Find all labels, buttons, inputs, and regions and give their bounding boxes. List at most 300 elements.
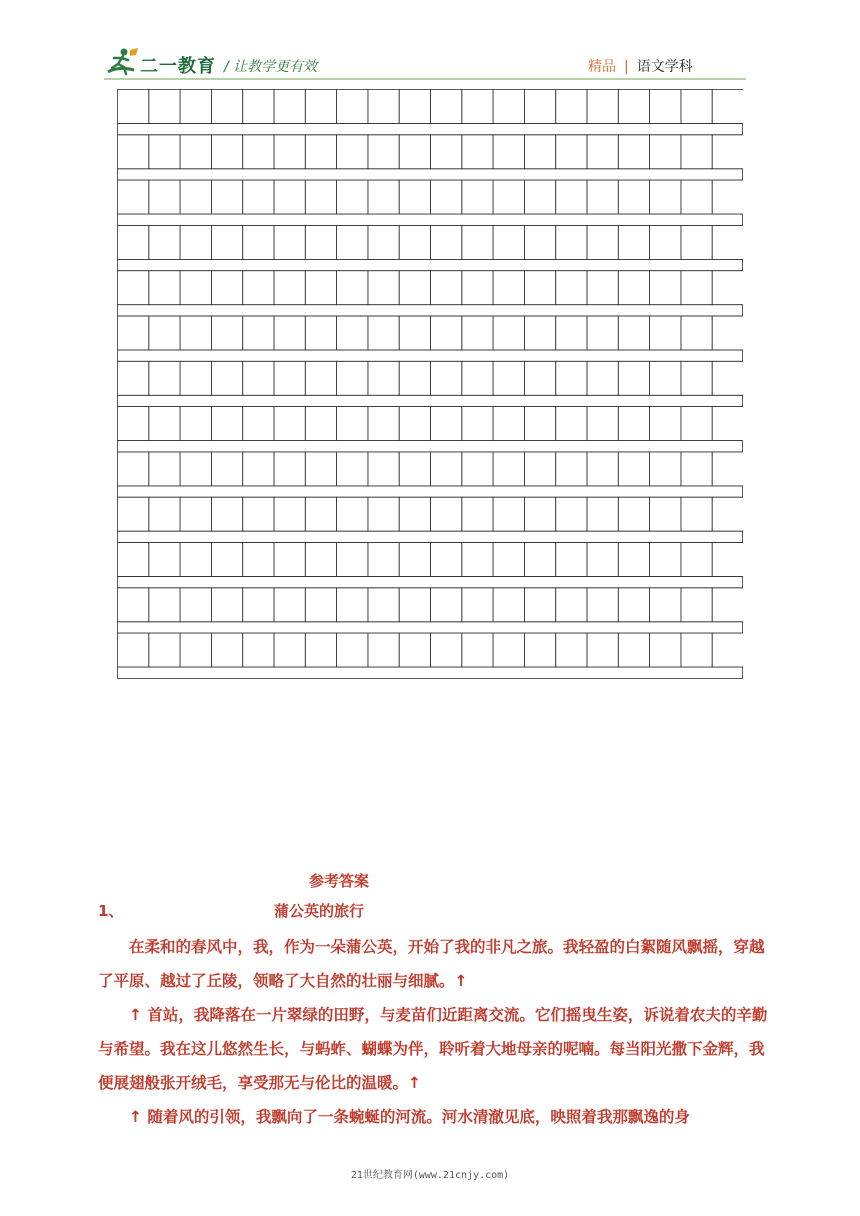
grid-cell: [305, 180, 336, 214]
grid-cell: [274, 135, 305, 169]
grid-cell: [524, 180, 555, 214]
grid-cell: [243, 90, 274, 124]
grid-cell: [211, 90, 242, 124]
grid-cell: [399, 271, 430, 305]
grid-row-gap: [118, 667, 743, 678]
grid-row-gap: [118, 124, 743, 135]
grid-cell: [118, 543, 149, 577]
grid-cell: [556, 543, 587, 577]
grid-cell: [274, 180, 305, 214]
grid-cell: [180, 316, 211, 350]
grid-cell: [587, 180, 618, 214]
grid-cell: [368, 633, 399, 667]
grid-cell: [368, 588, 399, 622]
grid-cell: [211, 180, 242, 214]
grid-cell: [712, 633, 743, 667]
grid-cell: [180, 90, 211, 124]
grid-cell: [305, 633, 336, 667]
grid-cell: [337, 316, 368, 350]
grid-cell: [681, 271, 712, 305]
grid-cell: [149, 135, 180, 169]
grid-cell: [431, 316, 462, 350]
grid-cell: [524, 452, 555, 486]
grid-cell: [211, 135, 242, 169]
grid-cell: [149, 497, 180, 531]
grid-cell: [587, 497, 618, 531]
grid-cell: [712, 271, 743, 305]
grid-cell: [399, 225, 430, 259]
grid-cell: [650, 90, 681, 124]
grid-cell: [462, 543, 493, 577]
grid-cell: [650, 135, 681, 169]
grid-cell: [493, 361, 524, 395]
grid-row-gap: [118, 577, 743, 588]
grid-cell: [650, 316, 681, 350]
grid-cell: [180, 588, 211, 622]
grid-cell: [118, 90, 149, 124]
grid-cell: [618, 407, 649, 441]
grid-cell: [493, 633, 524, 667]
answer-title: 参考答案: [309, 872, 370, 890]
question-number: 1、: [98, 902, 124, 920]
grid-cell: [618, 271, 649, 305]
grid-cell: [587, 633, 618, 667]
writing-grid: [117, 89, 743, 679]
grid-cell: [462, 633, 493, 667]
grid-cell: [274, 316, 305, 350]
grid-cell: [368, 407, 399, 441]
logo: [104, 46, 334, 78]
grid-cell: [274, 543, 305, 577]
grid-cell: [493, 452, 524, 486]
header-right: [588, 56, 693, 76]
logo-text: 二一教育: [140, 56, 216, 77]
grid-cell: [431, 180, 462, 214]
grid-cell: [211, 225, 242, 259]
grid-cell: [618, 180, 649, 214]
grid-cell: [650, 180, 681, 214]
grid-cell: [399, 588, 430, 622]
grid-cell: [650, 497, 681, 531]
grid-cell: [681, 225, 712, 259]
grid-cell: [180, 271, 211, 305]
grid-cell: [337, 90, 368, 124]
grid-cell: [587, 271, 618, 305]
grid-cell: [618, 543, 649, 577]
grid-cell: [211, 407, 242, 441]
grid-cell: [305, 90, 336, 124]
grid-cell: [243, 497, 274, 531]
grid-cell: [587, 588, 618, 622]
grid-cell: [243, 452, 274, 486]
grid-cell: [337, 135, 368, 169]
grid-cell: [493, 135, 524, 169]
grid-cell: [305, 271, 336, 305]
grid-row-gap: [118, 169, 743, 180]
grid-cell: [149, 633, 180, 667]
grid-cell: [337, 361, 368, 395]
grid-cell: [650, 225, 681, 259]
grid-cell: [681, 588, 712, 622]
grid-cell: [399, 316, 430, 350]
grid-cell: [149, 90, 180, 124]
grid-cell: [712, 452, 743, 486]
grid-row-gap: [118, 486, 743, 497]
grid-cell: [712, 225, 743, 259]
grid-cell: [305, 497, 336, 531]
grid-row: [118, 452, 744, 486]
grid-cell: [431, 452, 462, 486]
grid-cell: [524, 407, 555, 441]
grid-cell: [118, 271, 149, 305]
grid-cell: [211, 271, 242, 305]
grid-cell: [431, 407, 462, 441]
grid-cell: [305, 543, 336, 577]
grid-cell: [712, 497, 743, 531]
grid-cell: [399, 633, 430, 667]
grid-cell: [524, 316, 555, 350]
grid-row: [118, 633, 744, 667]
grid-cell: [618, 90, 649, 124]
grid-cell: [399, 361, 430, 395]
grid-row: [118, 180, 744, 214]
grid-cell: [431, 588, 462, 622]
grid-cell: [368, 225, 399, 259]
grid-cell: [524, 361, 555, 395]
grid-cell: [556, 225, 587, 259]
grid-cell: [524, 543, 555, 577]
grid-cell: [149, 588, 180, 622]
grid-cell: [431, 633, 462, 667]
grid-cell: [399, 90, 430, 124]
grid-cell: [337, 633, 368, 667]
grid-cell: [681, 543, 712, 577]
grid-cell: [493, 271, 524, 305]
essay-title: 蒲公英的旅行: [274, 902, 365, 920]
grid-cell: [149, 407, 180, 441]
grid-cell: [618, 361, 649, 395]
grid-cell: [431, 135, 462, 169]
grid-cell: [462, 180, 493, 214]
grid-cell: [305, 135, 336, 169]
grid-row-gap: [118, 259, 743, 270]
grid-cell: [399, 180, 430, 214]
grid-cell: [149, 543, 180, 577]
grid-cell: [650, 543, 681, 577]
grid-cell: [305, 452, 336, 486]
grid-cell: [180, 543, 211, 577]
grid-cell: [618, 316, 649, 350]
grid-cell: [399, 135, 430, 169]
grid-cell: [587, 543, 618, 577]
grid-cell: [118, 588, 149, 622]
grid-cell: [118, 225, 149, 259]
grid-cell: [337, 497, 368, 531]
answer-paragraph: ↑ 随着风的引领，我飘向了一条蜿蜒的河流。河水清澈见底，映照着我那飘逸的身: [129, 1108, 690, 1126]
grid-cell: [556, 361, 587, 395]
grid-cell: [650, 407, 681, 441]
grid-cell: [556, 135, 587, 169]
header-separator: |: [624, 59, 629, 75]
grid-cell: [462, 497, 493, 531]
grid-cell: [493, 180, 524, 214]
grid-cell: [524, 90, 555, 124]
grid-cell: [681, 316, 712, 350]
grid-cell: [305, 407, 336, 441]
grid-cell: [462, 588, 493, 622]
grid-cell: [274, 407, 305, 441]
grid-cell: [618, 633, 649, 667]
grid-cell: [368, 271, 399, 305]
grid-cell: [712, 316, 743, 350]
grid-cell: [305, 588, 336, 622]
grid-cell: [243, 588, 274, 622]
grid-cell: [462, 316, 493, 350]
grid-cell: [681, 361, 712, 395]
grid-cell: [149, 452, 180, 486]
grid-cell: [493, 543, 524, 577]
grid-cell: [399, 452, 430, 486]
grid-cell: [712, 361, 743, 395]
grid-cell: [337, 225, 368, 259]
grid-row-gap: [118, 441, 743, 452]
grid-row: [118, 588, 744, 622]
grid-row: [118, 361, 744, 395]
grid-cell: [587, 407, 618, 441]
grid-cell: [368, 361, 399, 395]
grid-cell: [211, 633, 242, 667]
page-header: [0, 0, 860, 85]
grid-cell: [587, 452, 618, 486]
grid-cell: [274, 361, 305, 395]
grid-cell: [587, 225, 618, 259]
grid-cell: [493, 407, 524, 441]
grid-cell: [650, 588, 681, 622]
grid-cell: [368, 90, 399, 124]
grid-cell: [587, 316, 618, 350]
grid-cell: [618, 452, 649, 486]
header-rule: [104, 78, 746, 80]
grid-cell: [211, 452, 242, 486]
grid-row: [118, 316, 744, 350]
grid-cell: [243, 633, 274, 667]
grid-cell: [274, 497, 305, 531]
grid-cell: [368, 135, 399, 169]
grid-row: [118, 135, 744, 169]
grid-row: [118, 90, 744, 124]
answer-paragraph: ↑ 首站，我降落在一片翠绿的田野，与麦苗们近距离交流。它们摇曳生姿，诉说着农夫的辛勤与希望。我在这儿悠然生长，与蚂蚱、蝴蝶为伴，聆听着大地母亲的呢喃。每当阳光撒下金辉，我便展翅般张开绒毛，享受那无与伦比的温暖。↑: [98, 1006, 768, 1092]
grid-cell: [243, 407, 274, 441]
grid-cell: [712, 543, 743, 577]
grid-cell: [211, 497, 242, 531]
grid-cell: [118, 135, 149, 169]
grid-cell: [524, 135, 555, 169]
grid-row-gap: [118, 395, 743, 406]
grid-cell: [712, 135, 743, 169]
grid-cell: [681, 407, 712, 441]
grid-cell: [180, 407, 211, 441]
grid-cell: [180, 180, 211, 214]
grid-cell: [681, 90, 712, 124]
grid-cell: [712, 588, 743, 622]
grid-cell: [712, 180, 743, 214]
grid-cell: [431, 361, 462, 395]
grid-cell: [118, 633, 149, 667]
grid-cell: [524, 633, 555, 667]
grid-cell: [618, 588, 649, 622]
grid-cell: [493, 588, 524, 622]
grid-cell: [524, 588, 555, 622]
grid-cell: [149, 180, 180, 214]
grid-row: [118, 407, 744, 441]
grid-row-gap: [118, 622, 743, 633]
runner-logo-icon: [104, 46, 140, 78]
grid-cell: [524, 225, 555, 259]
grid-row-gap: [118, 531, 743, 542]
grid-cell: [118, 452, 149, 486]
grid-row-gap: [118, 350, 743, 361]
quality-label: 精品: [588, 59, 616, 75]
grid-cell: [149, 271, 180, 305]
grid-cell: [180, 225, 211, 259]
grid-cell: [587, 135, 618, 169]
grid-cell: [337, 452, 368, 486]
grid-cell: [493, 316, 524, 350]
grid-cell: [368, 497, 399, 531]
grid-cell: [493, 497, 524, 531]
grid-cell: [337, 180, 368, 214]
grid-cell: [180, 361, 211, 395]
grid-cell: [118, 180, 149, 214]
grid-cell: [712, 90, 743, 124]
grid-cell: [462, 271, 493, 305]
grid-cell: [305, 225, 336, 259]
grid-cell: [431, 271, 462, 305]
grid-cell: [274, 271, 305, 305]
writing-grid-svg: [117, 89, 743, 679]
grid-cell: [243, 180, 274, 214]
grid-cell: [149, 316, 180, 350]
grid-cell: [431, 497, 462, 531]
grid-cell: [368, 180, 399, 214]
page-footer: 21世纪教育网(www.21cnjy.com): [350, 1170, 510, 1181]
grid-cell: [243, 316, 274, 350]
grid-cell: [243, 135, 274, 169]
grid-cell: [524, 497, 555, 531]
grid-cell: [368, 543, 399, 577]
grid-cell: [305, 361, 336, 395]
grid-cell: [149, 225, 180, 259]
grid-cell: [681, 135, 712, 169]
grid-cell: [556, 90, 587, 124]
grid-cell: [712, 407, 743, 441]
grid-cell: [368, 452, 399, 486]
grid-cell: [650, 633, 681, 667]
grid-cell: [650, 361, 681, 395]
grid-cell: [180, 452, 211, 486]
grid-cell: [556, 452, 587, 486]
grid-cell: [681, 180, 712, 214]
grid-cell: [462, 135, 493, 169]
grid-cell: [618, 497, 649, 531]
grid-cell: [337, 543, 368, 577]
grid-cell: [618, 225, 649, 259]
grid-cell: [243, 543, 274, 577]
grid-cell: [556, 633, 587, 667]
grid-cell: [399, 543, 430, 577]
grid-row-gap: [118, 214, 743, 225]
grid-cell: [180, 497, 211, 531]
subject-label: 语文学科: [636, 59, 693, 75]
grid-cell: [274, 588, 305, 622]
grid-cell: [274, 452, 305, 486]
grid-cell: [211, 361, 242, 395]
grid-row: [118, 543, 744, 577]
grid-cell: [243, 361, 274, 395]
grid-cell: [337, 588, 368, 622]
grid-row-gap: [118, 305, 743, 316]
grid-cell: [211, 588, 242, 622]
grid-cell: [462, 452, 493, 486]
grid-cell: [618, 135, 649, 169]
grid-cell: [118, 316, 149, 350]
grid-row: [118, 497, 744, 531]
grid-cell: [149, 361, 180, 395]
grid-cell: [556, 497, 587, 531]
grid-cell: [681, 497, 712, 531]
grid-row: [118, 271, 744, 305]
grid-cell: [681, 452, 712, 486]
grid-cell: [556, 180, 587, 214]
grid-cell: [462, 361, 493, 395]
grid-cell: [650, 271, 681, 305]
grid-cell: [211, 316, 242, 350]
grid-cell: [399, 497, 430, 531]
grid-cell: [431, 225, 462, 259]
grid-cell: [431, 543, 462, 577]
grid-cell: [118, 497, 149, 531]
grid-cell: [180, 633, 211, 667]
grid-cell: [337, 407, 368, 441]
grid-cell: [243, 271, 274, 305]
grid-cell: [274, 633, 305, 667]
grid-cell: [493, 90, 524, 124]
grid-cell: [462, 90, 493, 124]
grid-cell: [462, 225, 493, 259]
grid-cell: [211, 543, 242, 577]
grid-cell: [118, 407, 149, 441]
grid-cell: [462, 407, 493, 441]
grid-cell: [681, 633, 712, 667]
slogan: / 让教学更有效: [224, 59, 318, 75]
answer-paragraph: 在柔和的春风中，我，作为一朵蒲公英，开始了我的非凡之旅。我轻盈的白絮随风飘摇，穿越了平原、越过了丘陵，领略了大自然的壮丽与细腻。↑: [98, 938, 765, 990]
grid-cell: [274, 225, 305, 259]
grid-cell: [274, 90, 305, 124]
grid-cell: [431, 90, 462, 124]
grid-cell: [180, 135, 211, 169]
grid-cell: [368, 316, 399, 350]
grid-cell: [305, 316, 336, 350]
grid-cell: [118, 361, 149, 395]
grid-cell: [493, 225, 524, 259]
grid-cell: [587, 90, 618, 124]
grid-cell: [243, 225, 274, 259]
grid-cell: [556, 588, 587, 622]
grid-cell: [650, 452, 681, 486]
grid-row: [118, 225, 744, 259]
grid-cell: [337, 271, 368, 305]
grid-cell: [524, 271, 555, 305]
